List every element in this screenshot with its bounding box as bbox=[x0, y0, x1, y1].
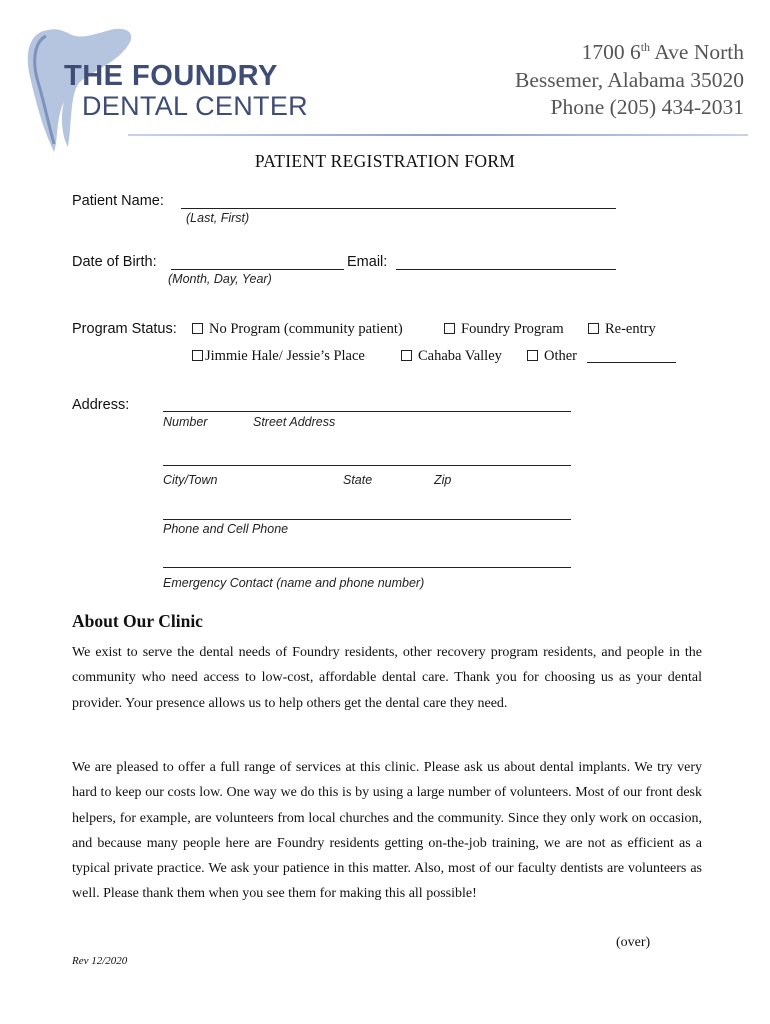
number-hint: Number bbox=[163, 415, 208, 429]
city-state-zip-field[interactable] bbox=[163, 465, 571, 466]
clinic-logo bbox=[20, 22, 310, 157]
dob-field[interactable] bbox=[171, 269, 344, 270]
checkbox-icon[interactable] bbox=[192, 323, 203, 334]
address-line-3: Phone (205) 434-2031 bbox=[550, 95, 744, 120]
email-field[interactable] bbox=[396, 269, 616, 270]
clinic-address bbox=[515, 34, 744, 122]
zip-hint: Zip bbox=[434, 473, 452, 487]
email-label: Email: bbox=[347, 254, 388, 270]
program-option-other[interactable]: Other bbox=[527, 348, 577, 365]
about-paragraph-2: We are pleased to offer a full range of services at this clinic. Please ask us about dental implants. We try very hard to keep our costs low. One way we do this is by using a large number of volunteers. Most of our front desk helpers, for example, are volunteers from local churches and the community. Since they only work on occasion, and because many people here are Foundry residents getting on-the-job training, we are not as efficient as a typical private practice. We ask your patience in this matter. Also, most of our faculty dentists are volunteers as well. Please thank them when you see them for making this all possible! bbox=[72, 760, 702, 902]
program-option-no-program[interactable]: No Program (community patient) bbox=[192, 321, 403, 338]
street-hint: Street Address bbox=[253, 415, 336, 429]
program-status-label: Program Status: bbox=[72, 321, 177, 337]
over-note: (over) bbox=[616, 935, 651, 950]
checkbox-icon[interactable] bbox=[401, 350, 412, 361]
address-label: Address: bbox=[72, 397, 130, 413]
program-option-foundry[interactable]: Foundry Program bbox=[444, 321, 564, 338]
checkbox-icon[interactable] bbox=[192, 350, 203, 361]
about-paragraph-1: We exist to serve the dental needs of Foundry residents, other recovery program residents, and people in the community who need access to low-cost, affordable dental care. Thank you for choosing us as your dental provider. Your presence allows us to help others get the dental care they need. bbox=[72, 645, 702, 711]
brand-line-2: DENTAL CENTER bbox=[82, 91, 308, 121]
emergency-contact-field[interactable] bbox=[163, 567, 571, 568]
city-hint: City/Town bbox=[163, 473, 218, 487]
state-hint: State bbox=[343, 473, 373, 487]
dob-label: Date of Birth: bbox=[72, 254, 157, 270]
checkbox-icon[interactable] bbox=[527, 350, 538, 361]
phone-hint: Phone and Cell Phone bbox=[163, 522, 289, 536]
patient-name-field[interactable] bbox=[181, 208, 616, 209]
program-option-cahaba[interactable]: Cahaba Valley bbox=[401, 348, 502, 365]
brand-line-1: THE FOUNDRY bbox=[64, 60, 278, 92]
dob-hint: (Month, Day, Year) bbox=[168, 272, 272, 286]
address-line-2: Bessemer, Alabama 35020 bbox=[514, 67, 744, 92]
form-title: PATIENT REGISTRATION FORM bbox=[254, 151, 516, 171]
checkbox-icon[interactable] bbox=[444, 323, 455, 334]
address-line-1: 1700 6th Ave North bbox=[581, 40, 744, 65]
emergency-contact-hint: Emergency Contact (name and phone number) bbox=[163, 576, 425, 590]
program-option-jimmie-hale[interactable]: Jimmie Hale/ Jessie’s Place bbox=[192, 348, 365, 365]
street-field[interactable] bbox=[163, 411, 571, 412]
patient-name-label: Patient Name: bbox=[72, 193, 164, 209]
other-field[interactable] bbox=[587, 362, 676, 363]
program-option-reentry[interactable]: Re-entry bbox=[588, 321, 656, 338]
patient-name-hint: (Last, First) bbox=[186, 211, 250, 225]
header-divider bbox=[128, 134, 748, 136]
phone-field[interactable] bbox=[163, 519, 571, 520]
revision-note: Rev 12/2020 bbox=[72, 955, 128, 967]
checkbox-icon[interactable] bbox=[588, 323, 599, 334]
about-heading: About Our Clinic bbox=[72, 611, 203, 631]
